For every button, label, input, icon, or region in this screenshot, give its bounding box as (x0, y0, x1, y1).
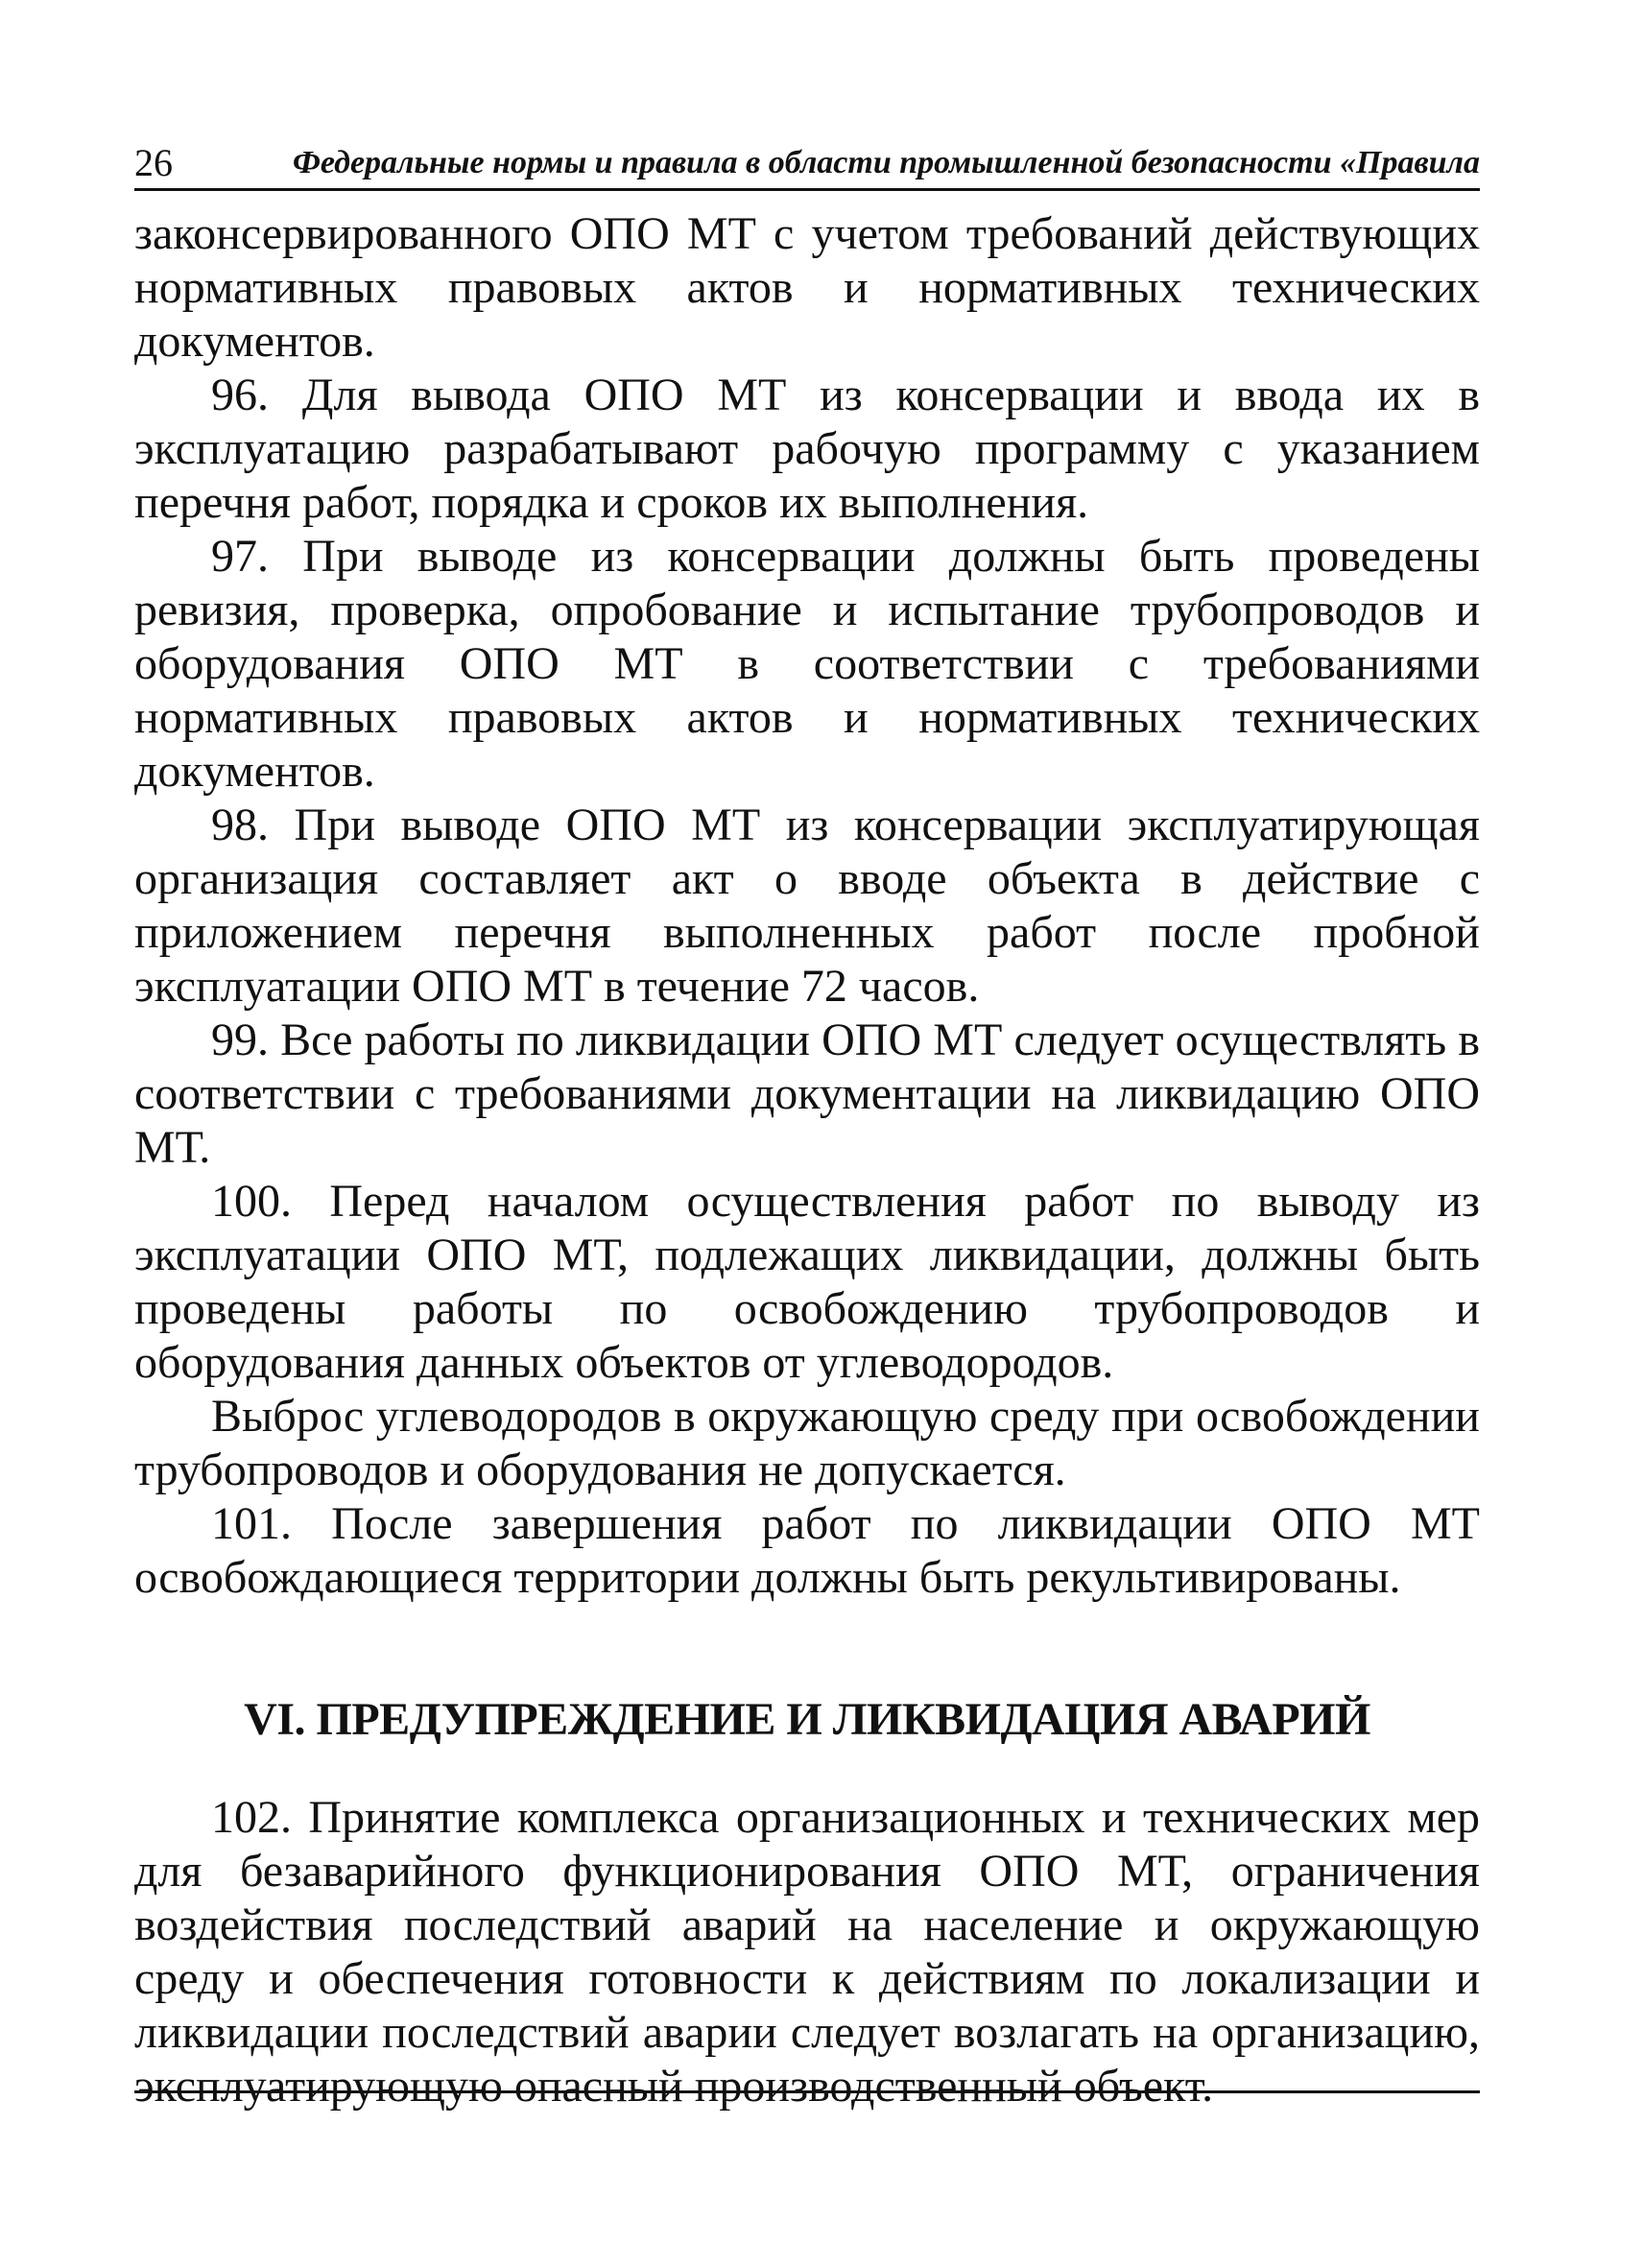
paragraph-97: 97. При выводе из консервации должны быть проведены ревизия, проверка, опробование и испытание трубопроводов и оборудования ОПО МТ в соответствии с требованиями нормативных правовых актов и нормативных технических документов. (134, 531, 1480, 797)
paragraph-102: 102. Принятие комплекса организационных и технических мер для безаварийного функционирования ОПО МТ, ограничения воздействия последствий аварий на население и окружающую среду и обеспечения готовности к действиям по локализации и ликвидации последствий аварии следует возлагать на организацию, эксплуатирующую опасный производственный объект. (134, 1792, 1480, 2112)
paragraph-101: 101. После завершения работ по ликвидации ОПО МТ освобождающиеся территории должны быть рекультивированы. (134, 1498, 1480, 1603)
paragraph-96: 96. Для вывода ОПО МТ из консервации и ввода их в эксплуатацию разрабатывают рабочую программу с указанием перечня работ, порядка и сроков их выполнения. (134, 370, 1480, 528)
running-title: Федеральные нормы и правила в области промышленной безопасности «Правила (292, 145, 1480, 180)
paragraph: законсервированного ОПО МТ с учетом требований действующих нормативных правовых актов и нормативных технических документов. (134, 208, 1480, 367)
body-text (134, 207, 1480, 2113)
paragraph-99: 99. Все работы по ликвидации ОПО МТ следует осуществлять в соответствии с требованиями документации на ликвидацию ОПО МТ. (134, 1015, 1480, 1173)
running-header (134, 134, 1480, 191)
footer-rule (134, 2090, 1480, 2093)
paragraph-100-continued: Выброс углеводородов в окружающую среду при освобождении трубопроводов и оборудования не допускается. (134, 1391, 1480, 1495)
paragraph-98: 98. При выводе ОПО МТ из консервации эксплуатирующая организация составляет акт о вводе объекта в действие с приложением перечня выполненных работ после пробной эксплуатации ОПО МТ в течение 72 часов. (134, 800, 1480, 1012)
section-heading: VI. ПРЕДУПРЕЖДЕНИЕ И ЛИКВИДАЦИЯ АВАРИЙ (244, 1694, 1370, 1745)
page-number: 26 (134, 141, 173, 184)
paragraph-100: 100. Перед началом осуществления работ по выводу из эксплуатации ОПО МТ, подлежащих ликвидации, должны быть проведены работы по освобождению трубопроводов и оборудования данных объектов от углеводородов. (134, 1176, 1480, 1388)
